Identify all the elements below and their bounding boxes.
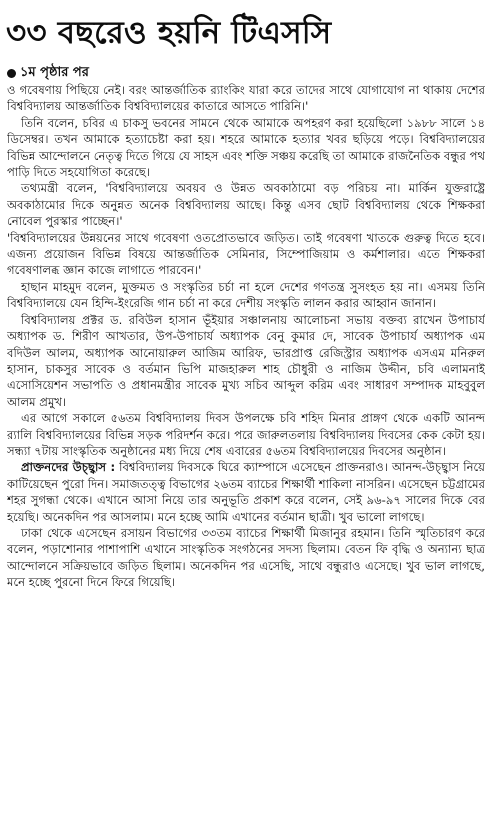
subheading-lead: প্রাক্তনদের উচ্ছ্বাস :	[21, 460, 116, 475]
paragraph-text: ও গবেষণায় পিছিয়ে নেই। বরং আন্তর্জাতিক র‍্যাংকিং যারা করে তাদের সাথে যোগাযোগ না থাকায় দেশের বিশ্ববিদ্যালয় আন্তর্জাতিক বিশ্ববিদ্যালয়ের কাতারে আসতে পারিনি।'	[7, 83, 485, 114]
bullet-icon	[7, 69, 16, 78]
paragraph	[7, 410, 485, 459]
paragraph-text: বিশ্ববিদ্যালয় প্রক্টর ড. রবিউল হাসান ভূঁইয়ার সঞ্চালনায় আলোচনা সভায় বক্তব্য রাখেন উপাচার্য অধ্যাপক ড. শিরীণ আখতার, উপ-উপাচার্য অধ্যাপক বেনু কুমার দে, সাবেক উপাচার্য অধ্যাপক এম বদিউল আলম, অধ্যাপক আনোয়ারুল আজিম আরিফ, ভারপ্রাপ্ত রেজিস্ট্রার অধ্যাপক এসএম মনিরুল হাসান, চাকসুর সাবেক ও বর্তমান ভিপি মাজহারুল শাহ চৌধুরী ও নাজিম উদ্দীন, চবি এলামনাই এসোসিয়েশন সভাপতি ও প্রধানমন্ত্রীর সাবেক মুখ্য সচিব আব্দুল করিম এবং সাধারণ সম্পাদক মাহবুবুল আলম প্রমুখ।	[7, 312, 485, 409]
paragraph	[7, 115, 485, 181]
paragraph	[7, 180, 485, 229]
paragraph-text: তিনি বলেন, চবির এ চাকসু ভবনের সামনে থেকে আমাকে অপহরণ করা হয়েছিলো ১৯৮৮ সালে ১৪ ডিসেম্বর। তখন আমাকে হত্যাচেষ্টা করা হয়। শহরে আমাকে হত্যার খবর ছড়িয়ে পড়ে। বিশ্ববিদ্যালয়ের বিভিন্ন আন্দোলনে নেতৃত্ব দিতে গিয়ে যে সাহস এবং শক্তি সঞ্চয় করেছি তা আমাকে রাজনৈতিক বন্ধুর পথ পাড়ি দিতে সহযোগিতা করেছে।	[7, 115, 485, 180]
paragraph	[7, 279, 485, 312]
continuation-marker	[7, 64, 89, 82]
paragraph-text: ঢাকা থেকে এসেছেন রসায়ন বিভাগের ৩৩তম ব্যাচের শিক্ষার্থী মিজানুর রহমান। তিনি স্মৃতিচারণ করে বলেন, পড়াশোনার পাশাপাশি এখানে সাংস্কৃতিক সংগঠনের সদস্য ছিলাম। বেতন ফি বৃদ্ধি ও অন্যান্য ছাত্র আন্দোলনে সক্রিয়ভাবে জড়িত ছিলাম। অনেকদিন পর এসেছি, সাথে বন্ধুরাও এসেছে। খুব ভাল লাগছে, মনে হচ্ছে পুরনো দিনে ফিরে গিয়েছি।	[7, 525, 485, 590]
paragraph	[7, 82, 485, 115]
paragraph-text: বিশ্ববিদ্যালয় দিবসকে ঘিরে ক্যাম্পাসে এসেছেন প্রাক্তনরাও। আনন্দ-উচ্ছ্বাস নিয়ে কাটিয়েছেন পুরো দিন। সমাজতত্ত্ব বিভাগের ২৬তম ব্যাচের শিক্ষার্থী শাকিলা নাসরিন। এসেছেন চট্টগ্রামের শহর সুগন্ধা থেকে। এখানে আসা নিয়ে তার অনুভূতি প্রকাশ করে বলেন, সেই ৯৬-৯৭ সালের দিকে বের হয়েছি। অনেকদিন পর আসলাম। মনে হচ্ছে আমি এখানের বর্তমান ছাত্রী। খুব ভালো লাগছে।	[7, 460, 485, 524]
paragraph	[7, 459, 485, 525]
headline: ৩৩ বছরেও হয়নি টিএসসি	[6, 15, 332, 51]
paragraph-text: 'বিশ্ববিদ্যালয়ের উন্নয়নের সাথে গবেষণা ওতপ্রোতভাবে জড়িত। তাই গবেষণা খাতকে গুরুত্ব দিতে হবে। এজন্য প্রয়োজন বিভিন্ন বিষয়ে আন্তর্জাতিক সেমিনার, সিম্পোজিয়াম ও কর্মশালার। এতে শিক্ষকরা গবেষণালব্ধ জ্ঞান কাজে লাগাতে পারবেন।'	[7, 230, 485, 278]
paragraph-text: তথ্যমন্ত্রী বলেন, 'বিশ্ববিদ্যালয়ে অবয়ব ও উন্নত অবকাঠামো বড় পরিচয় না। মার্কিন যুক্তরাষ্ট্রে অবকাঠামোর দিকে অনুন্নত অনেক বিশ্ববিদ্যালয় আছে। কিন্তু এসব ছোট বিশ্ববিদ্যালয় থেকে শিক্ষকরা নোবেল পুরস্কার পাচ্ছেন।'	[7, 181, 485, 229]
paragraph-text: এর আগে সকালে ৫৬তম বিশ্ববিদ্যালয় দিবস উপলক্ষে চবি শহিদ মিনার প্রাঙ্গণ থেকে একটি আনন্দ র‍্যালি বিশ্ববিদ্যালয়ের বিভিন্ন সড়ক পরিদর্শন করে। পরে জারুলতলায় বিশ্ববিদ্যালয় দিবসের কেক কেটা হয়। সন্ধ্যা ৭টায় সাংস্কৃতিক অনুষ্ঠানের মধ্য দিয়ে শেষ এবারের ৫৬তম বিশ্ববিদ্যালয়ের দিবসের অনুষ্ঠান।	[7, 411, 485, 458]
paragraph	[7, 312, 485, 410]
paragraph	[7, 525, 485, 591]
paragraph	[7, 230, 485, 279]
continuation-label: ১ম পৃষ্ঠার পর	[20, 65, 89, 80]
paragraph-text: হাছান মাহমুদ বলেন, মুক্তমত ও সংস্কৃতির চর্চা না হলে দেশের গণতন্ত্র সুসংহত হয় না। এসময় তিনি বিশ্ববিদ্যালয়ে যেন হিন্দি-ইংরেজি গান চর্চা না করে দেশীয় সংস্কৃতি লালন করার আহ্বান জানান।	[7, 279, 485, 311]
article-body	[7, 82, 485, 812]
